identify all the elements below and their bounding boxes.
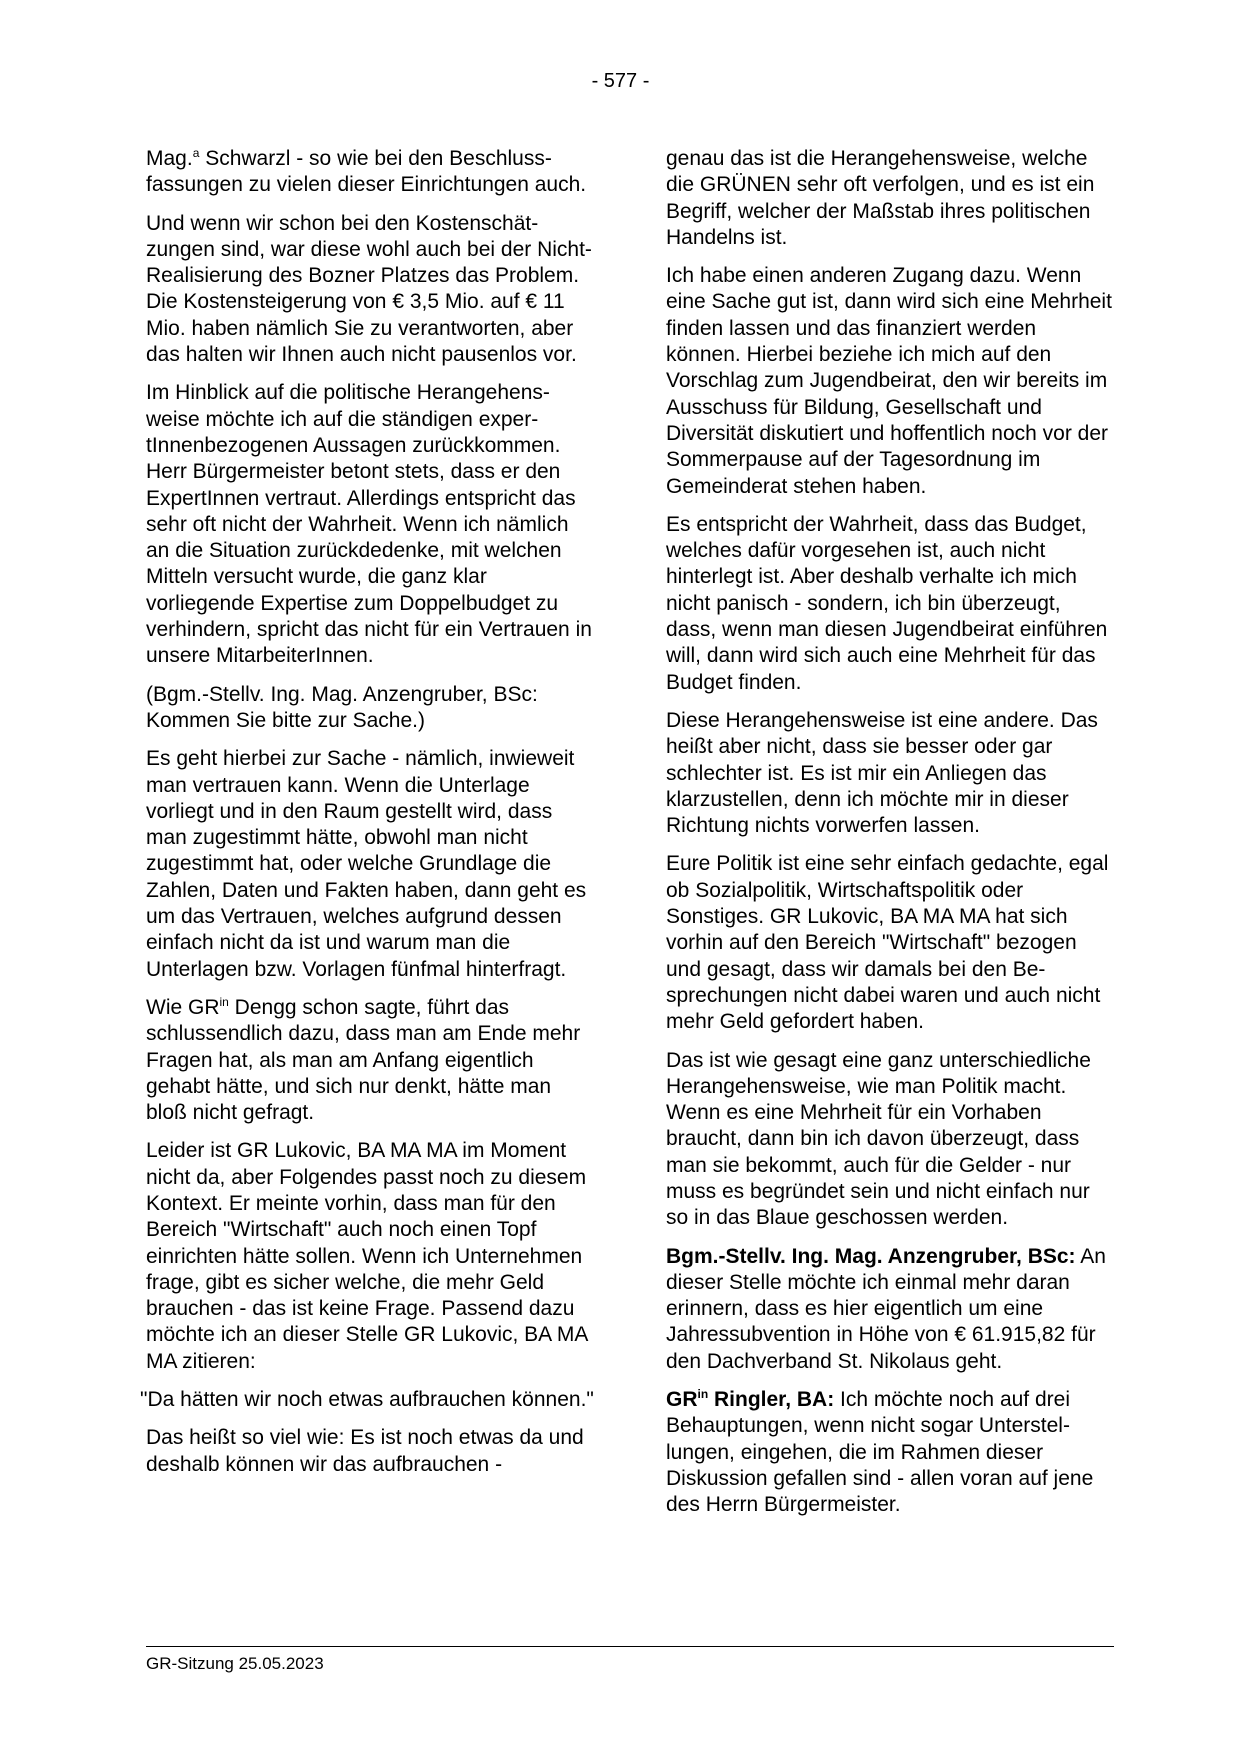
interjection: (Bgm.-Stellv. Ing. Mag. Anzengruber, BSc: Kommen Sie bitte zur Sache.) xyxy=(146,682,538,732)
footer-text: GR-Sitzung 25.05.2023 xyxy=(146,1654,324,1673)
superscript: a xyxy=(192,146,200,160)
speaker-paragraph xyxy=(666,1244,1114,1375)
paragraph: Das ist wie gesagt eine ganz unterschiedliche Herangehensweise, wie man Politik macht. Wenn es eine Mehrheit für ein Vorhaben braucht, dann bin ich davon überzeugt, dass man sie bekommt, auch für die Gelder - nur muss es begründet sein und nicht einfach nur so in das Blaue geschossen werden. xyxy=(666,1048,1091,1230)
text-span: Mag. xyxy=(146,147,193,170)
page-number: - 577 - xyxy=(591,70,650,92)
paragraph: Leider ist GR Lukovic, BA MA MA im Moment nicht da, aber Folgendes passt noch zu diesem Kontext. Er meinte vorhin, dass man für den Bereich "Wirtschaft" auch noch einen Topf einrichten hätte sollen. Wenn ich Unternehmen frage, gibt es sicher welche, die mehr Geld brauchen - das ist keine Frage. Passend dazu möchte ich an dieser Stelle GR Lukovic, BA MA MA zitieren: xyxy=(146,1139,588,1373)
speaker-paragraph xyxy=(666,1387,1114,1518)
text-span: GR xyxy=(666,1388,698,1412)
text-span: Ringler, BA: xyxy=(708,1388,835,1412)
paragraph: Ich habe einen anderen Zugang dazu. Wenn eine Sache gut ist, dann wird sich eine Mehrheit finden lassen und das finanziert werden können. Hierbei beziehe ich mich auf den Vorschlag zum Jugendbeirat, den wir bereits im Ausschuss für Bildung, Gesellschaft und Diversität diskutiert und hoffentlich noch vor der Sommerpause auf der Tagesordnung im Gemeinderat stehen haben. xyxy=(666,264,1112,498)
paragraph: Im Hinblick auf die politische Herangehensweise möchte ich auf die ständigen expertInnenbezogenen Aussagen zurückkommen. Herr Bürgermeister betont stets, dass er den ExpertInnen vertraut. Allerdings entspricht das sehr oft nicht der Wahrheit. Wenn ich nämlich an die Situation zurückdedenke, mit welchen Mitteln versucht wurde, die ganz klar vorliegende Expertise zum Doppelbudget zu verhindern, spricht das nicht für ein Vertrauen in unsere MitarbeiterInnen. xyxy=(146,381,592,668)
text-span: An dieser Stelle möchte ich einmal mehr daran erinnern, dass es hier eigentlich um eine Jahressubvention in Höhe von € 61.915,82 für den Dachverband St. Nikolaus geht. xyxy=(666,1244,1106,1373)
paragraph: Eure Politik ist eine sehr einfach gedachte, egal ob Sozialpolitik, Wirtschaftspolitik oder Sonstiges. GR Lukovic, BA MA MA hat sich vorhin auf den Bereich "Wirtschaft" bezogen und gesagt, dass wir damals bei den Besprechungen nicht dabei waren und auch nicht mehr Geld gefordert haben. xyxy=(666,852,1109,1034)
text-span: Dengg schon sagte, führt das schlussendlich dazu, dass man am Ende mehr Fragen hat, als man am Anfang eigentlich gehabt hätte, und sich nur denkt, hätte man bloß nicht gefragt. xyxy=(146,995,581,1125)
paragraph xyxy=(146,995,594,1126)
left-column xyxy=(140,146,594,1490)
paragraph: Es geht hierbei zur Sache - nämlich, inwieweit man vertrauen kann. Wenn die Unterlage vorliegt und in den Raum gestellt wird, dass man zugestimmt hätte, obwohl man nicht zugestimmt hat, oder welche Grundlage die Zahlen, Daten und Fakten haben, dann geht es um das Vertrauen, welches aufgrund dessen einfach nicht da ist und warum man die Unterlagen bzw. Vorlagen fünfmal hinterfragt. xyxy=(146,747,587,981)
text-span: Wie GR xyxy=(146,995,220,1019)
superscript: in xyxy=(697,1387,709,1402)
paragraph: Und wenn wir schon bei den Kostenschätzungen sind, war diese wohl auch bei der Nicht-Realisierung des Bozner Platzes das Problem. Die Kostensteigerung von € 3,5 Mio. auf € 11 Mio. haben nämlich Sie zu verantworten, aber das halten wir Ihnen auch nicht pausenlos vor. xyxy=(146,211,592,367)
speaker-name xyxy=(666,1388,834,1411)
speaker-name: Bgm.-Stellv. Ing. Mag. Anzengruber, BSc: xyxy=(666,1244,1076,1268)
text-span: Schwarzl - so wie bei den Beschlussfassungen zu vielen dieser Einrichtungen auch. xyxy=(146,147,587,197)
footer-divider xyxy=(146,1646,1114,1647)
paragraph: genau das ist die Herangehensweise, welche die GRÜNEN sehr oft verfolgen, und es ist ein Begriff, welcher der Maßstab ihres politischen Handelns ist. xyxy=(666,147,1095,249)
quotation: "Da hätten wir noch etwas aufbrauchen können." xyxy=(140,1388,594,1412)
paragraph: Diese Herangehensweise ist eine andere. Das heißt aber nicht, dass sie besser oder gar schlechter ist. Es ist mir ein Anliegen das klarzustellen, denn ich möchte mir in dieser Richtung nichts vorwerfen lassen. xyxy=(666,708,1098,838)
superscript: in xyxy=(219,994,229,1009)
paragraph: Das heißt so viel wie: Es ist noch etwas da und deshalb können wir das aufbrauchen - xyxy=(146,1426,584,1476)
paragraph: Es entspricht der Wahrheit, dass das Budget, welches dafür vorgesehen ist, auch nicht hinterlegt ist. Aber deshalb verhalte ich mich nicht panisch - sondern, ich bin überzeugt, dass, wenn man diesen Jugendbeirat einführen will, dann wird sich auch eine Mehrheit für das Budget finden. xyxy=(666,512,1108,694)
right-column xyxy=(666,146,1114,1531)
text-span: Ich möchte noch auf drei Behauptungen, wenn nicht sogar Unterstellungen, eingehen, die im Rahmen dieser Diskussion gefallen sind - allen voran auf jene des Herrn Bürgermeister. xyxy=(666,1388,1094,1517)
paragraph xyxy=(146,146,594,199)
